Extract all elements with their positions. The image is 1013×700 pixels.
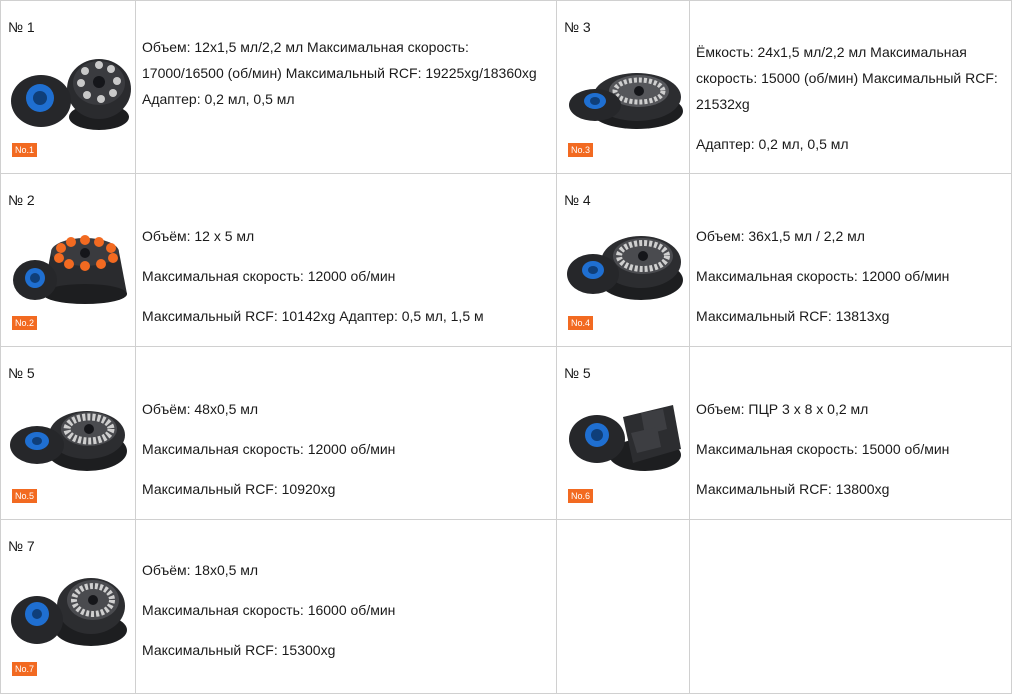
rotor-description-cell [136, 520, 557, 694]
rotor-photo-angle-18 [7, 562, 131, 654]
rotor-spec-line: Максимальная скорость: 16000 об/мин [142, 602, 396, 618]
rotor-spec-line: Объём: 18x0,5 мл [142, 562, 259, 578]
rotor-spec-line: Максимальный RCF: 10142xg Адаптер: 0,5 мл, 1,5 м [142, 308, 484, 324]
rotor-number: № 7 [8, 538, 35, 554]
rotor-spec-line: Максимальная скорость: 15000 об/мин [696, 441, 950, 457]
table-row [1, 174, 1012, 347]
rotor-spec-line: Объем: 12х1,5 мл/2,2 мл Максимальная скорость: 17000/16500 (об/мин) Максимальный RCF: 19225xg/18360xg Адаптер: 0,2 мл, 0,5 мл [142, 39, 537, 107]
rotor-tag: No.6 [568, 489, 593, 503]
rotor-photo-angle-12 [7, 43, 131, 135]
rotor-photo-angle-48 [7, 389, 131, 481]
rotor-tag: No.3 [568, 143, 593, 157]
rotor-spec-line: Объем: 36х1,5 мл / 2,2 мл [696, 228, 865, 244]
rotor-number: № 1 [8, 19, 35, 35]
rotor-spec-line: Объем: ПЦР 3 х 8 х 0,2 мл [696, 401, 869, 417]
rotor-spec-line: Максимальная скорость: 12000 об/мин [696, 268, 950, 284]
rotor-tag: No.7 [12, 662, 37, 676]
rotor-description-cell [690, 347, 1012, 520]
rotor-tag: No.2 [12, 316, 37, 330]
table-row [1, 520, 1012, 694]
rotor-spec-line: Максимальная скорость: 12000 об/мин [142, 441, 396, 457]
rotor-description-cell [136, 174, 557, 347]
rotor-number: № 2 [8, 192, 35, 208]
rotor-image-cell [1, 347, 136, 520]
rotor-spec-line: Ёмкость: 24x1,5 мл/2,2 мл Максимальная скорость: 15000 (об/мин) Максимальный RCF: 21532xg [696, 44, 998, 112]
rotor-spec-line: Максимальный RCF: 13800xg [696, 481, 890, 497]
rotor-description-cell [136, 347, 557, 520]
rotor-image-cell [1, 1, 136, 174]
rotor-photo-pcr-strip [563, 389, 687, 481]
rotor-spec-line: Максимальный RCF: 15300xg [142, 642, 336, 658]
rotor-tag: No.5 [12, 489, 37, 503]
rotor-description-cell [690, 1, 1012, 174]
rotor-number: № 5 [564, 365, 591, 381]
empty-cell [690, 520, 1012, 694]
rotor-spec-line: Максимальная скорость: 12000 об/мин [142, 268, 396, 284]
rotor-spec-line: Объём: 48x0,5 мл [142, 401, 259, 417]
rotor-spec-line: Адаптер: 0,2 мл, 0,5 мл [696, 136, 849, 152]
table-row [1, 347, 1012, 520]
rotor-photo-angle-36 [563, 216, 687, 308]
rotor-photo-angle-24 [563, 43, 687, 135]
rotor-number: № 4 [564, 192, 591, 208]
rotor-tag: No.4 [568, 316, 593, 330]
rotor-image-cell [557, 1, 690, 174]
rotor-image-cell [1, 520, 136, 694]
rotor-image-cell [557, 347, 690, 520]
rotor-tag: No.1 [12, 143, 37, 157]
rotor-number: № 3 [564, 19, 591, 35]
rotor-description-cell [690, 174, 1012, 347]
rotor-spec-line: Максимальный RCF: 13813xg [696, 308, 890, 324]
rotor-image-cell [1, 174, 136, 347]
rotor-number: № 5 [8, 365, 35, 381]
rotor-description-cell [136, 1, 557, 174]
rotor-image-cell [557, 174, 690, 347]
table-row [1, 1, 1012, 174]
rotor-spec-line: Максимальный RCF: 10920xg [142, 481, 336, 497]
empty-cell [557, 520, 690, 694]
rotor-photo-angle-12x5 [7, 216, 131, 308]
rotor-spec-line: Объём: 12 х 5 мл [142, 228, 255, 244]
